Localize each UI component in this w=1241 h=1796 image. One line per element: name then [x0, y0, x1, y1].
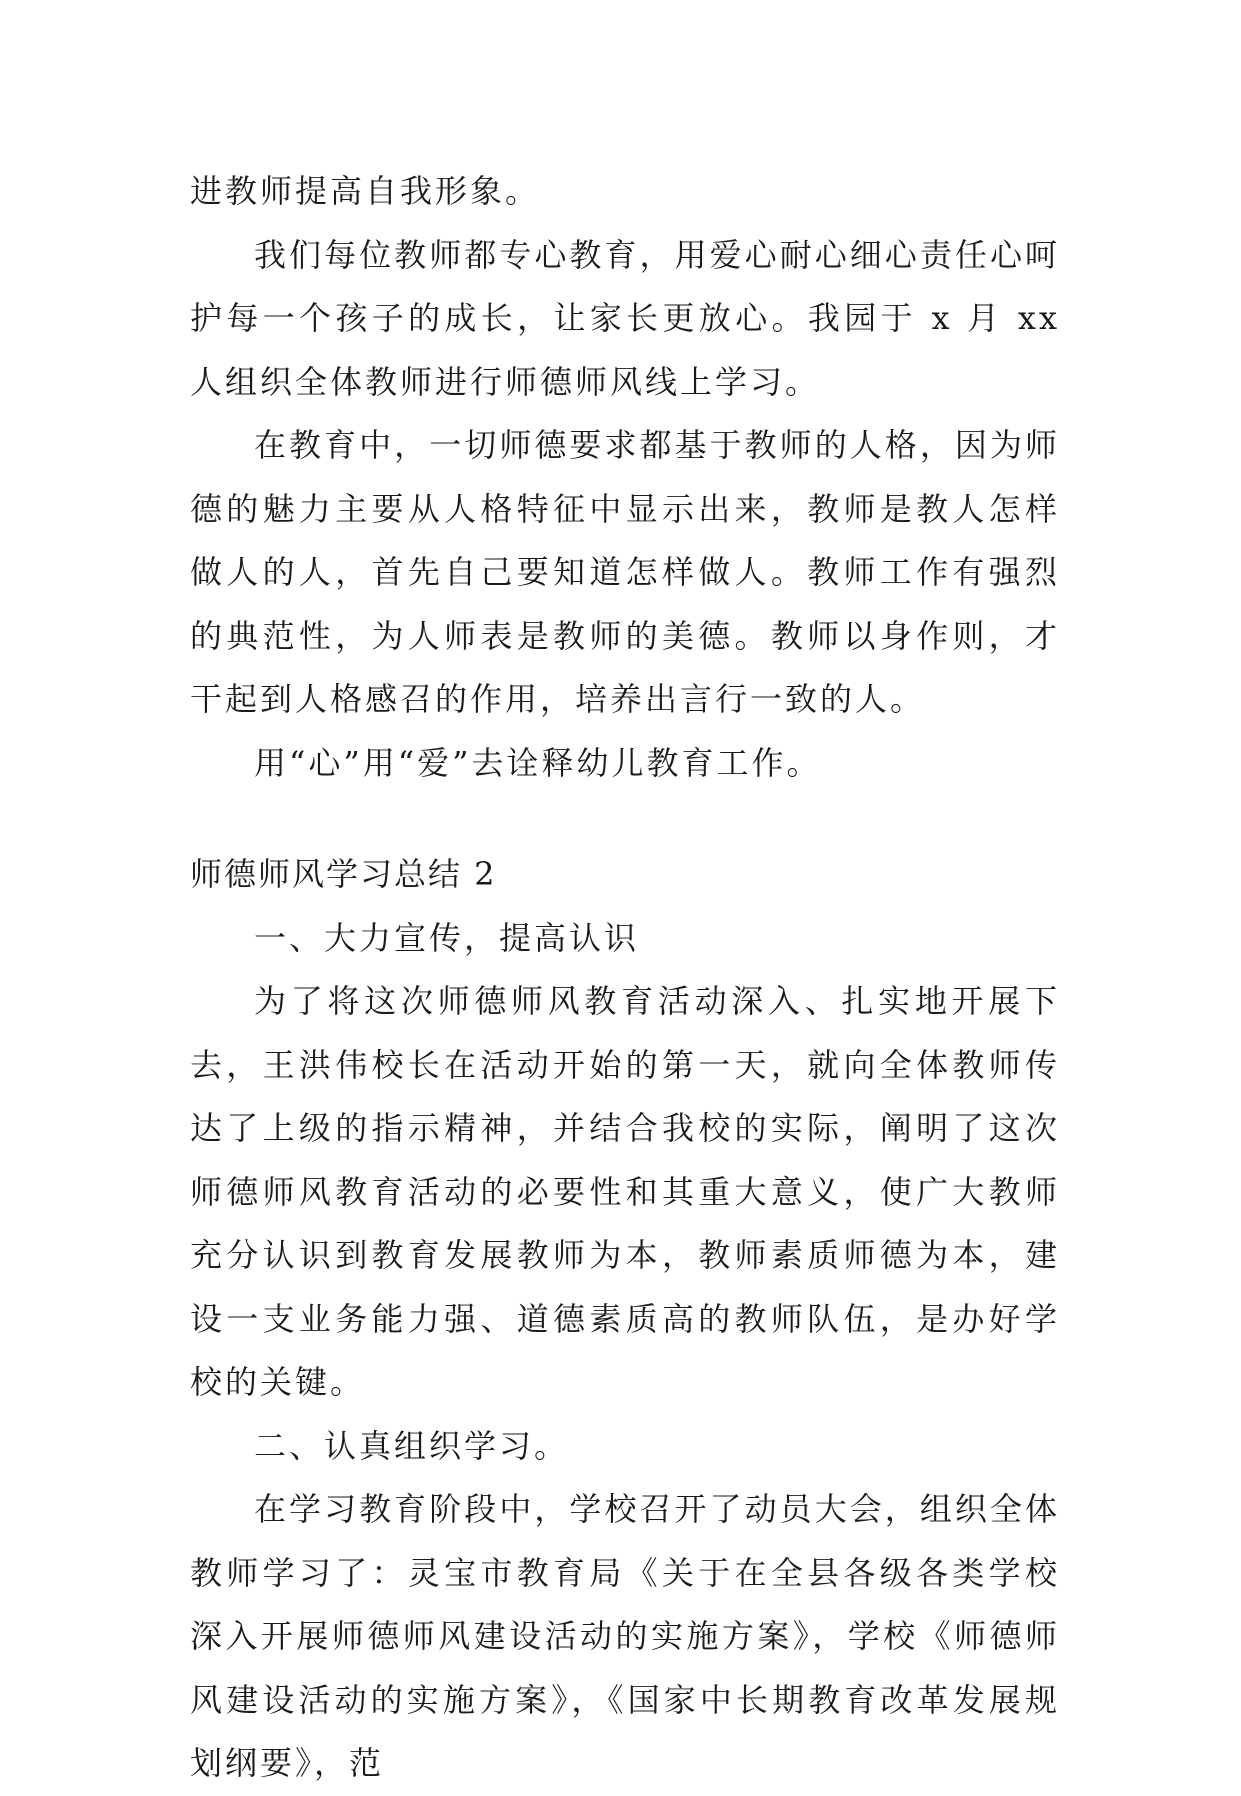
paragraph-promotion-detail: 为了将这次师德师风教育活动深入、扎实地开展下去，王洪伟校长在活动开始的第一天，就向全体教师传达了上级的指示精神，并结合我校的实际，阐明了这次师德师风教育活动的必要性和其重大意义，使广大教师充分认识到教育发展教师为本，教师素质师德为本，建设一支业务能力强、道德素质高的教师队伍，是办好学校的关键。 [190, 982, 1060, 1401]
section-title: 师德师风学习总结 2 [190, 855, 497, 893]
paragraph-continuation: 进教师提高自我形象。 [190, 172, 541, 210]
paragraph-teacher-personality: 在教育中，一切师德要求都基于教师的人格，因为师德的魅力主要从人格特征中显示出来，教师是教人怎样做人的人，首先自己要知道怎样做人。教师工作有强烈的典范性，为人师表是教师的美德。教师以身作则，才干起到人格感召的作用，培养出言行一致的人。 [190, 426, 1060, 718]
paragraph-teachers-care: 我们每位教师都专心教育，用爱心耐心细心责任心呵护每一个孩子的成长，让家长更放心。我园于 x 月 xx 人组织全体教师进行师德师风线上学习。 [190, 235, 1060, 401]
paragraph-study-detail: 在学习教育阶段中，学校召开了动员大会，组织全体教师学习了：灵宝市教育局《关于在全县各级各类学校深入开展师德师风建设活动的实施方案》，学校《师德师风建设活动的实施方案》，《国家中长期教育改革发展规划纲要》，范 [190, 1490, 1060, 1782]
paragraph-heart-love: 用“心”用“爱”去诠释幼儿教育工作。 [254, 743, 822, 782]
document-body [190, 160, 1060, 1796]
subheading-study: 二、认真组织学习。 [254, 1426, 570, 1465]
subheading-promotion: 一、大力宣传，提高认识 [254, 918, 640, 957]
